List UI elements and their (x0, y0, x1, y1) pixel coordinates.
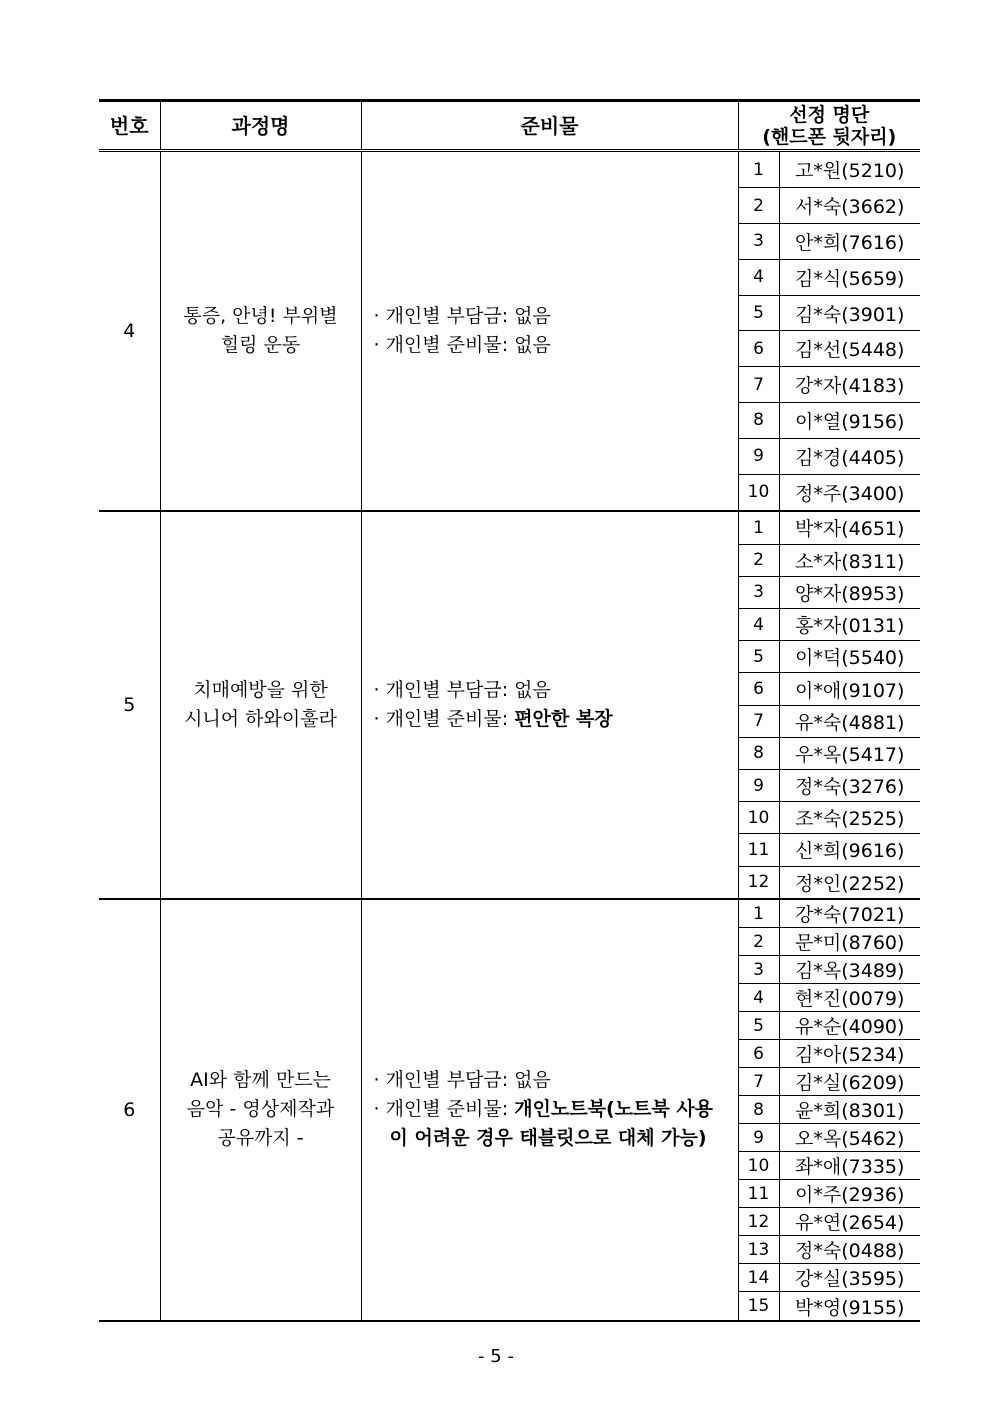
name-entry (739, 152, 921, 188)
name-entry (739, 928, 921, 956)
masked-name: 박*자(4651) (795, 518, 905, 541)
masked-name: 안*희(7616) (779, 224, 920, 260)
prep-items-continuation (374, 1124, 738, 1153)
name-entry (739, 295, 921, 331)
masked-name: 강*자(4183) (779, 367, 920, 403)
prep-fee-line: · 개인별 부담금: 없음 (373, 304, 551, 327)
prep-fee-line: · 개인별 부담금: 없음 (373, 1069, 551, 1092)
table-header-row (99, 101, 920, 151)
names-table (739, 512, 921, 898)
name-entry (739, 769, 921, 801)
header-course: 과정명 (160, 101, 361, 151)
name-entry (739, 1264, 921, 1292)
course-name-line: 시니어 하와이훌라 (184, 708, 337, 731)
course-name-line: 통증, 안녕! 부위별 (183, 304, 338, 327)
names-table (739, 152, 921, 510)
prep-items-text: · 개인별 준비물: (373, 708, 515, 731)
name-entry (739, 673, 921, 705)
name-entry (739, 576, 921, 608)
masked-name: 신*희(9616) (779, 834, 920, 866)
name-index: 1 (739, 512, 780, 544)
course-name-line: 음악 - 영상제작과 (186, 1098, 335, 1121)
masked-name: 소*자(8311) (779, 544, 920, 576)
course-name-line: AI와 함께 만드는 (190, 1069, 331, 1092)
preparation (361, 899, 738, 1320)
masked-name: 좌*애(7335) (779, 1152, 920, 1180)
name-index: 8 (739, 1096, 780, 1124)
header-number: 번호 (99, 101, 160, 151)
name-entry (739, 259, 921, 295)
name-index: 9 (739, 769, 780, 801)
masked-name: 김*경(4405) (779, 438, 920, 474)
preparation (361, 151, 738, 511)
name-index: 10 (739, 474, 780, 510)
name-index: 7 (739, 705, 780, 737)
prep-items-text: · 개인별 준비물: 없음 (373, 333, 551, 356)
course-name (160, 151, 361, 511)
name-index: 3 (739, 224, 780, 260)
name-entry (739, 802, 921, 834)
prep-items-bold: 개인노트북(노트북 사용 (514, 1098, 714, 1121)
name-index: 5 (739, 1012, 780, 1040)
name-index: 4 (739, 984, 780, 1012)
name-index: 6 (739, 1040, 780, 1068)
name-index: 3 (739, 576, 780, 608)
name-index: 9 (739, 438, 780, 474)
name-index: 10 (739, 802, 780, 834)
table-row (99, 151, 920, 511)
name-entry (739, 705, 921, 737)
masked-name: 김*옥(3489) (779, 956, 920, 984)
name-index: 8 (739, 737, 780, 769)
prep-items-text: · 개인별 준비물: (373, 1098, 515, 1121)
name-entry (739, 188, 921, 224)
masked-name: 김*실(6209) (779, 1068, 920, 1096)
name-entry (739, 438, 921, 474)
name-index: 2 (739, 928, 780, 956)
name-entry (739, 984, 921, 1012)
name-index: 5 (739, 641, 780, 673)
row-number: 4 (99, 151, 160, 511)
masked-name: 고*원(5210) (795, 160, 905, 183)
name-entry (739, 1152, 921, 1180)
name-entry (739, 1068, 921, 1096)
masked-name: 오*옥(5462) (779, 1124, 920, 1152)
prep-items-line (374, 705, 738, 734)
name-index: 14 (739, 1264, 780, 1292)
header-selected-list-line1: 선정 명단 (789, 103, 870, 126)
name-entry (739, 367, 921, 403)
name-index: 6 (739, 331, 780, 367)
name-entry (739, 544, 921, 576)
table-row (99, 899, 920, 1320)
name-entry (739, 1124, 921, 1152)
header-selected-list (738, 101, 920, 151)
name-index: 3 (739, 956, 780, 984)
selected-list (738, 899, 920, 1320)
selected-list (738, 151, 920, 511)
name-entry (739, 834, 921, 866)
masked-name: 유*숙(4881) (779, 705, 920, 737)
masked-name: 유*순(4090) (779, 1012, 920, 1040)
row-number: 5 (99, 511, 160, 899)
masked-name: 김*숙(3901) (779, 295, 920, 331)
masked-name: 강*숙(7021) (795, 904, 905, 927)
header-preparation: 준비물 (361, 101, 738, 151)
masked-name: 조*숙(2525) (779, 802, 920, 834)
prep-items-bold: 이 어려운 경우 태블릿으로 대체 가능) (389, 1127, 707, 1150)
name-index: 2 (739, 188, 780, 224)
name-entry (739, 956, 921, 984)
masked-name: 홍*자(0131) (779, 609, 920, 641)
masked-name: 정*주(3400) (779, 474, 920, 510)
course-name (160, 899, 361, 1320)
name-entry (739, 512, 921, 544)
name-index: 12 (739, 866, 780, 898)
masked-name: 이*덕(5540) (779, 641, 920, 673)
masked-name: 정*숙(0488) (779, 1236, 920, 1264)
row-number: 6 (99, 899, 160, 1320)
names-table (739, 900, 921, 1319)
masked-name: 김*아(5234) (779, 1040, 920, 1068)
masked-name: 이*애(9107) (779, 673, 920, 705)
name-entry (739, 1236, 921, 1264)
course-name-line: 치매예방을 위한 (193, 679, 328, 702)
masked-name: 이*주(2936) (779, 1180, 920, 1208)
masked-name: 양*자(8953) (779, 576, 920, 608)
name-index: 6 (739, 673, 780, 705)
masked-name: 문*미(8760) (779, 928, 920, 956)
name-index: 7 (739, 367, 780, 403)
name-entry (739, 1096, 921, 1124)
name-entry (739, 1292, 921, 1320)
name-entry (739, 403, 921, 439)
masked-name: 유*연(2654) (779, 1208, 920, 1236)
name-index: 13 (739, 1236, 780, 1264)
masked-name: 현*진(0079) (779, 984, 920, 1012)
selected-list (738, 511, 920, 899)
name-index: 10 (739, 1152, 780, 1180)
masked-name: 박*영(9155) (779, 1292, 920, 1320)
name-entry (739, 1040, 921, 1068)
name-index: 1 (739, 152, 780, 188)
selection-table (99, 99, 920, 1322)
name-index: 5 (739, 295, 780, 331)
prep-fee-line: · 개인별 부담금: 없음 (373, 679, 551, 702)
header-selected-list-line2: (핸드폰 뒷자리) (762, 125, 897, 148)
course-name-line: 공유까지 - (217, 1127, 304, 1150)
masked-name: 우*옥(5417) (779, 737, 920, 769)
name-index: 15 (739, 1292, 780, 1320)
name-index: 12 (739, 1208, 780, 1236)
masked-name: 이*열(9156) (779, 403, 920, 439)
name-entry (739, 331, 921, 367)
masked-name: 김*선(5448) (779, 331, 920, 367)
name-entry (739, 1180, 921, 1208)
name-index: 11 (739, 834, 780, 866)
name-entry (739, 224, 921, 260)
masked-name: 강*실(3595) (779, 1264, 920, 1292)
prep-items-bold: 편안한 복장 (514, 708, 613, 731)
masked-name: 김*식(5659) (779, 259, 920, 295)
name-entry (739, 641, 921, 673)
page-number: - 5 - (478, 1346, 514, 1367)
table-row (99, 511, 920, 899)
masked-name: 서*숙(3662) (779, 188, 920, 224)
name-entry (739, 1208, 921, 1236)
prep-items-line (374, 331, 738, 360)
name-index: 11 (739, 1180, 780, 1208)
name-index: 4 (739, 259, 780, 295)
name-index: 4 (739, 609, 780, 641)
name-index: 2 (739, 544, 780, 576)
preparation (361, 511, 738, 899)
course-name-line: 힐링 운동 (220, 333, 301, 356)
name-entry (739, 474, 921, 510)
name-entry (739, 609, 921, 641)
course-name (160, 511, 361, 899)
name-entry (739, 866, 921, 898)
name-entry (739, 900, 921, 928)
masked-name: 정*인(2252) (779, 866, 920, 898)
name-index: 1 (739, 900, 780, 928)
masked-name: 정*숙(3276) (779, 769, 920, 801)
name-entry (739, 737, 921, 769)
name-entry (739, 1012, 921, 1040)
masked-name: 윤*희(8301) (779, 1096, 920, 1124)
name-index: 9 (739, 1124, 780, 1152)
name-index: 8 (739, 403, 780, 439)
name-index: 7 (739, 1068, 780, 1096)
prep-items-line (374, 1095, 738, 1124)
